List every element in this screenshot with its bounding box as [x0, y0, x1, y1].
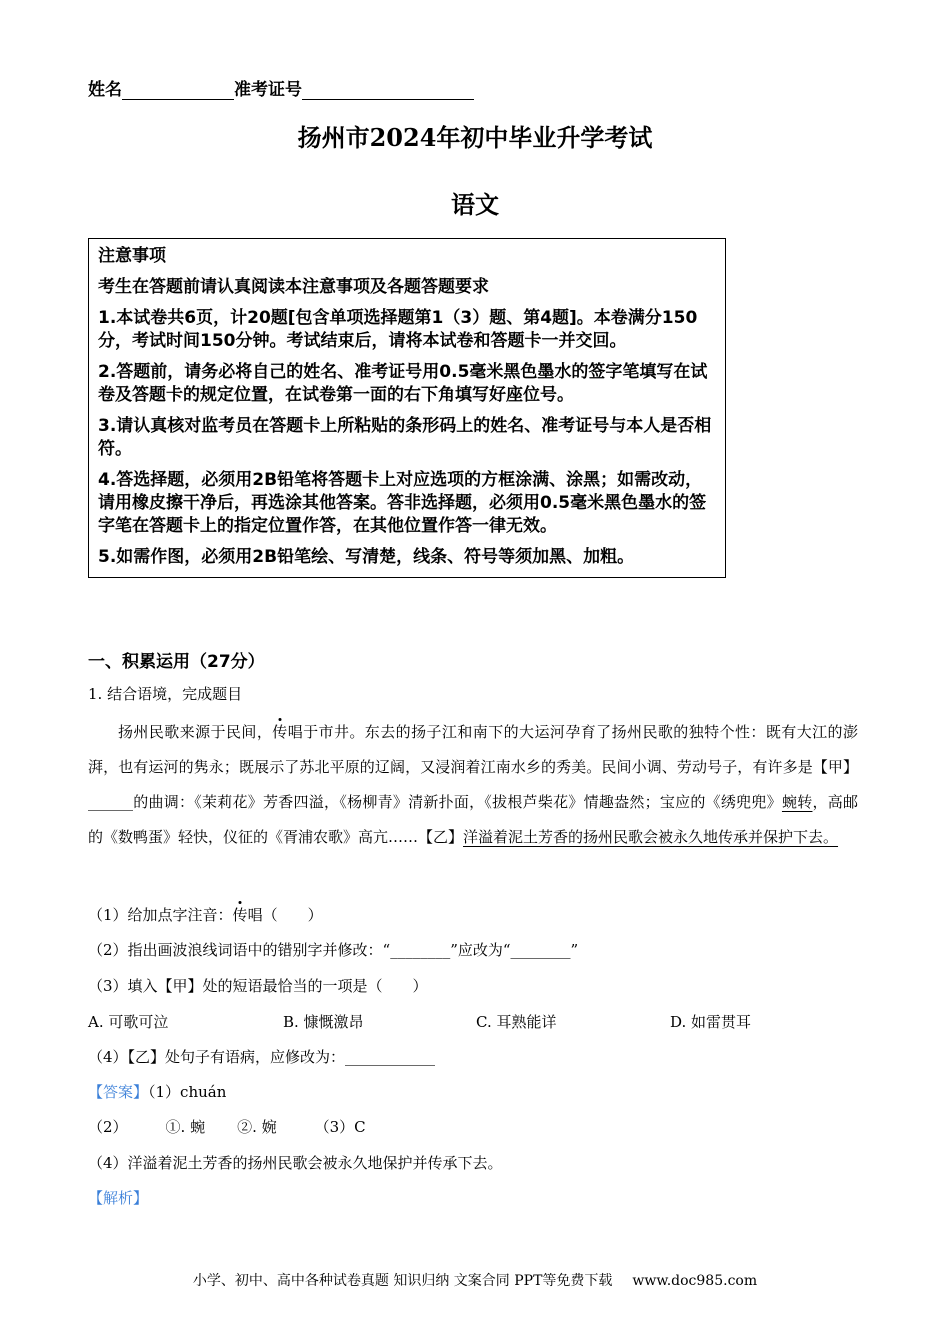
sub-question-4: （4）【乙】处句子有语病，应修改为：____________ [88, 1048, 436, 1066]
notice-item: 4.答选择题，必须用2B铅笔将答题卡上对应选项的方框涂满、涂黑；如需改动，请用橡皮擦干净后，再选涂其他答案。答非选择题，必须用0.5毫米黑色墨水的签字笔在答题卡上的指定位置作答，在其他位置作答一律无效。 [98, 470, 707, 536]
name-blank [122, 81, 234, 100]
answer-text: （3）C [314, 1118, 366, 1136]
passage-text: ，高邮的《数鸭蛋》轻快，仪征的《胥浦农歌》高亢……【乙】 [88, 793, 858, 846]
dotted-character: 传 [232, 906, 248, 924]
wavy-underlined-word: 蜿转 [781, 793, 813, 811]
answer-line-1 [88, 1081, 226, 1102]
exam-id-blank [302, 81, 474, 100]
candidate-info-line [88, 75, 474, 100]
option-b: B. 慷慨激昂 [283, 1013, 364, 1031]
answer-line-3: （4）洋溢着泥土芳香的扬州民歌会被永久地保护并传承下去。 [88, 1154, 503, 1172]
analysis-tag: 【解析】 [88, 1189, 149, 1207]
footer-site: www.doc985.com [632, 1273, 758, 1289]
option-c: C. 耳熟能详 [476, 1013, 557, 1031]
notice-item: 1.本试卷共6页，计20题[包含单项选择题第1（3）题、第4题]。本卷满分150分，考试时间150分钟。考试结束后，请将本试卷和答题卡一并交回。 [98, 308, 698, 351]
answer-text: （2） [88, 1118, 128, 1136]
exam-title: 扬州市2024年初中毕业升学考试 [297, 123, 653, 152]
answer-line-2 [88, 1116, 366, 1137]
option-d: D. 如雷贯耳 [670, 1013, 752, 1031]
question-title: 1. 结合语境，完成题目 [88, 685, 243, 703]
exam-subject: 语文 [451, 190, 499, 219]
exam-id-label: 准考证号 [234, 80, 302, 100]
notice-intro: 考生在答题前请认真阅读本注意事项及各题答题要求 [98, 277, 489, 297]
passage-text: 唱于市井。东去的扬子江和南下的大运河孕育了扬州民歌的独特个性：既有大江的澎湃，也有运河的隽永；既展示了苏北平原的辽阔，又浸润着江南水乡的秀美。民间小调、劳动号子，有许多是【甲】______的曲调：《茉莉花》芳香四溢，《杨柳青》清新扑面，《拔根芦柴花》情趣盎然；宝应的《绣兜兜》 [88, 723, 858, 811]
sub-question-text: （1）给加点字注音： [88, 906, 233, 924]
answer-tag: 【答案】 [88, 1083, 149, 1101]
notice-item: 3.请认真核对监考员在答题卡上所粘贴的条形码上的姓名、准考证号与本人是否相符。 [98, 416, 712, 459]
page-footer [0, 1270, 950, 1290]
answer-text: ②. 婉 [237, 1118, 277, 1136]
sub-question-3: （3）填入【甲】处的短语最恰当的一项是（ ） [88, 977, 428, 995]
sub-question-text: 唱（ ） [247, 906, 323, 924]
options-row [0, 1011, 950, 1033]
sub-question-1 [88, 904, 323, 925]
dotted-character: 传 [272, 723, 288, 741]
name-label: 姓名 [88, 80, 122, 100]
notice-item: 2.答题前，请务必将自己的姓名、准考证号用0.5毫米黑色墨水的签字笔填写在试卷及答题卡的规定位置，在试卷第一面的右下角填写好座位号。 [98, 362, 708, 405]
reading-passage [88, 715, 858, 855]
answer-text: ①. 蜿 [165, 1118, 206, 1136]
footer-text: 小学、初中、高中各种试卷真题 知识归纳 文案合同 PPT等免费下载 [192, 1273, 613, 1289]
notice-box [88, 238, 726, 578]
passage-text: 扬州民歌来源于民间， [118, 723, 273, 741]
sub-question-2: （2）指出画波浪线词语中的错别字并修改：“________”应改为“________” [88, 941, 579, 959]
notice-heading: 注意事项 [98, 246, 166, 266]
answer-text: （1）chuán [148, 1083, 227, 1101]
section-heading: 一、积累运用（27分） [88, 652, 265, 672]
underlined-sentence: 洋溢着泥土芳香的扬州民歌会被永久地传承并保护下去。 [463, 828, 839, 846]
option-a: A. 可歌可泣 [88, 1013, 169, 1031]
notice-item: 5.如需作图，必须用2B铅笔绘、写清楚，线条、符号等须加黑、加粗。 [98, 547, 635, 567]
